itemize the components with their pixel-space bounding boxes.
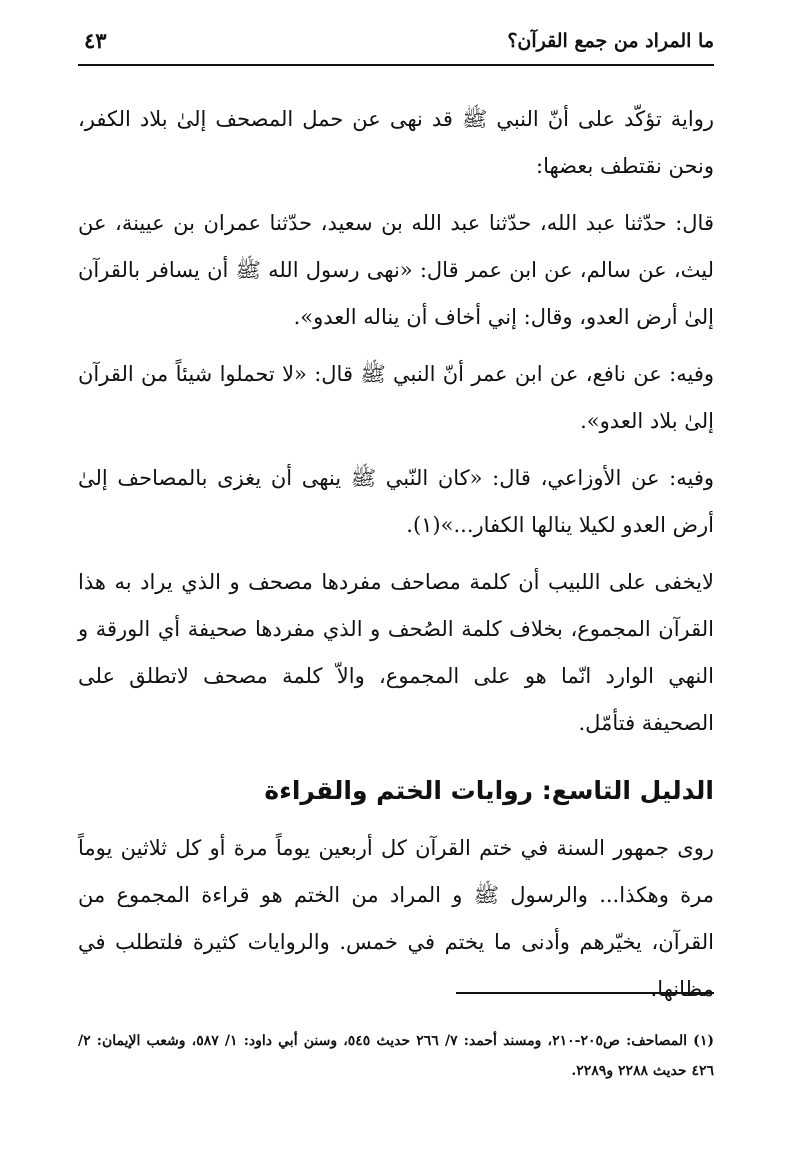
paragraph-1: رواية تؤكّد على أنّ النبي ﷺ قد نهى عن حمل المصحف إلىٰ بلاد الكفر، ونحن نقتطف بعضها: <box>78 107 714 178</box>
paragraph-4: وفيه: عن الأوزاعي، قال: «كان النّبي ﷺ ينهى أن يغزى بالمصاحف إلىٰ أرض العدو لكيلا ينالها الكفار...»(١). <box>78 466 714 537</box>
paragraph-3: وفيه: عن نافع، عن ابن عمر أنّ النبي ﷺ قال: «لا تحملوا شيئاً من القرآن إلىٰ بلاد العدو». <box>78 362 714 433</box>
book-page <box>78 22 714 1132</box>
paragraph-5: لايخفى على اللبيب أن كلمة مصاحف مفردها مصحف و الذي يراد به هذا القرآن المجموع، بخلاف كلمة الصُحف و الذي مفردها صحيفة أي الورقة و النهي الوارد انّما هو على المجموع، والاّ كلمة مصحف لاتطلق على الصحيفة فتأمّل. <box>78 570 714 735</box>
paragraph-2: قال: حدّثنا عبد الله، حدّثنا عبد الله بن سعيد، حدّثنا عمران بن عيينة، عن ليث، عن سالم، عن ابن عمر قال: «نهى رسول الله ﷺ أن يسافر بالقرآن إلىٰ أرض العدو، وقال: إني أخاف أن يناله العدو». <box>78 211 714 329</box>
running-title: ما المراد من جمع القرآن؟ <box>507 30 714 52</box>
footnote-divider <box>456 992 714 994</box>
paragraph-6: روى جمهور السنة في ختم القرآن كل أربعين يوماً مرة أو كل ثلاثين يوماً مرة وهكذا... والرسول ﷺ و المراد من الختم هو قراءة المجموع من القرآن، يخيّرهم وأدنى ما يختم في خمس. والروايات كثيرة فلتطلب في مظانها. <box>78 836 714 1001</box>
section-heading: الدليل التاسع: روايات الختم والقراءة <box>264 776 714 805</box>
running-header <box>78 22 714 66</box>
body-text <box>78 96 714 1013</box>
footnote: (١) المصاحف: ص٢٠٥-٢١٠، ومسند أحمد: ٧/ ٢٦٦ حديث ٥٤٥، وسنن أبي داود: ١/ ٥٨٧، وشعب الإيمان: ٢/ ٤٢٦ حديث ٢٢٨٨ و٢٢٨٩. <box>78 1033 714 1079</box>
page-number: ٤٣ <box>84 28 107 53</box>
